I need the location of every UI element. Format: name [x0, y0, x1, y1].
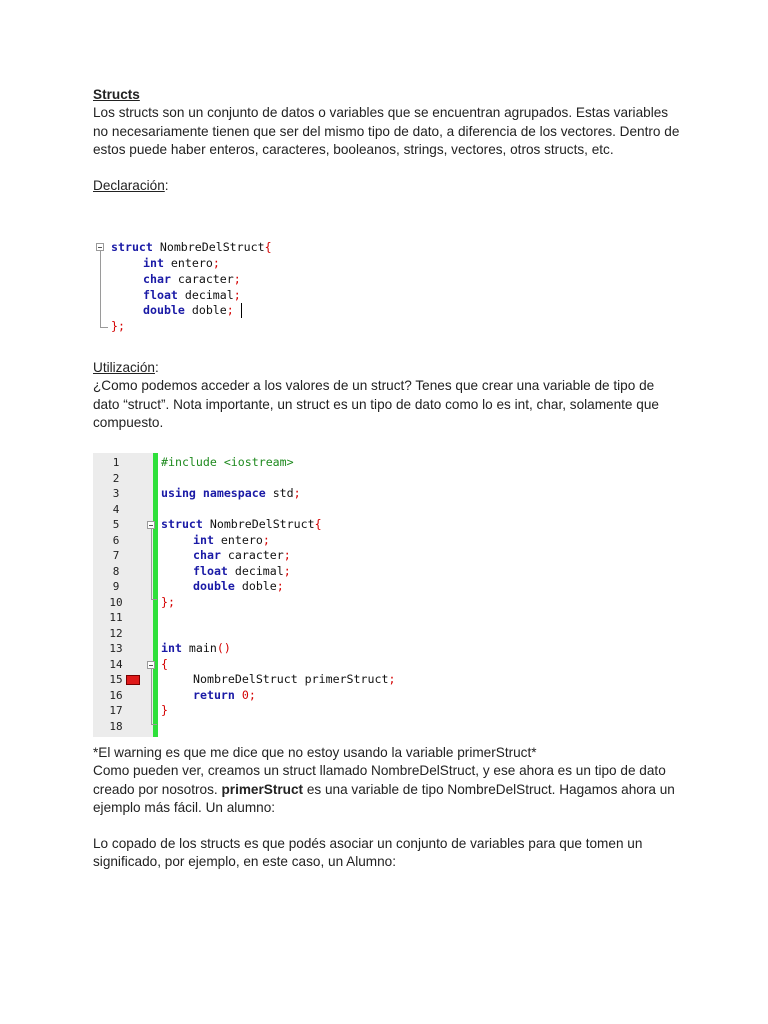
- code-line: #include <iostream>: [161, 455, 294, 469]
- line-number: 15: [109, 673, 123, 686]
- document-body: [93, 86, 683, 195]
- code-line: double doble;: [193, 579, 284, 593]
- code-line: int entero;: [143, 256, 220, 270]
- code-line: int main(): [161, 641, 231, 655]
- line-number: 10: [109, 596, 123, 609]
- line-number: 1: [112, 456, 120, 469]
- line-number: 16: [109, 689, 123, 702]
- code-line: char caracter;: [143, 272, 241, 286]
- code-line: int entero;: [193, 533, 270, 547]
- code-line: }: [161, 703, 168, 717]
- utilizacion-section: [93, 359, 683, 433]
- code-line: float decimal;: [193, 564, 291, 578]
- change-bar: [153, 453, 158, 737]
- line-number: 9: [112, 580, 120, 593]
- explanation-paragraph: Como pueden ver, creamos un struct llamado NombreDelStruct, y ese ahora es un tipo de dato creado por nosotros. primerStruct es una variable de tipo NombreDelStruct. Hagamos ahora un ejemplo más fácil. Un alumno:: [93, 763, 675, 816]
- line-number: 14: [109, 658, 123, 671]
- closing-paragraph: Lo copado de los structs es que podés asociar un conjunto de variables para que tomen un significado, por ejemplo, en este caso, un Alumno:: [93, 835, 643, 870]
- code-line: };: [111, 319, 125, 333]
- line-number: 12: [109, 627, 123, 640]
- code-snippet-declaration: [93, 238, 293, 336]
- code-snippet-usage: [93, 453, 523, 737]
- intro-paragraph: Los structs son un conjunto de datos o variables que se encuentran agrupados. Estas variables no necesariamente tienen que ser del mismo tipo de dato, a diferencia de los vectores. Dentro de estos puede haber enteros, caracteres, booleanos, strings, vectores, otros structs, etc.: [93, 105, 680, 158]
- utilizacion-paragraph: ¿Como podemos acceder a los valores de un struct? Tenes que crear una variable de tipo de dato “struct”. Nota importante, un struct es un tipo de dato como lo es int, char, solamente que compuesto.: [93, 378, 659, 431]
- fold-toggle-icon[interactable]: [147, 661, 155, 669]
- utilizacion-heading: Utilización:: [93, 360, 159, 375]
- line-number: 2: [112, 472, 120, 485]
- code-line: {: [161, 657, 168, 671]
- code-line: using namespace std;: [161, 486, 301, 500]
- line-number: 5: [112, 518, 120, 531]
- text-caret: [241, 303, 242, 318]
- declaracion-heading: Declaración:: [93, 177, 169, 193]
- explanation-section: [93, 744, 693, 871]
- code-line: float decimal;: [143, 288, 241, 302]
- code-line: NombreDelStruct primerStruct;: [193, 672, 396, 686]
- section-title: Structs: [93, 87, 140, 102]
- code-line: };: [161, 595, 175, 609]
- code-line: char caracter;: [193, 548, 291, 562]
- code-line: return 0;: [193, 688, 256, 702]
- code-line: double doble;: [143, 303, 234, 317]
- code-line: struct NombreDelStruct{: [111, 240, 272, 254]
- line-number: 7: [112, 549, 120, 562]
- line-number: 17: [109, 704, 123, 717]
- line-number: 11: [109, 611, 123, 624]
- line-number: 18: [109, 720, 123, 733]
- code-line: struct NombreDelStruct{: [161, 517, 322, 531]
- line-number: 8: [112, 565, 120, 578]
- line-number: 6: [112, 534, 120, 547]
- line-number: 4: [112, 503, 120, 516]
- line-number: 13: [109, 642, 123, 655]
- warning-note: *El warning es que me dice que no estoy usando la variable primerStruct*: [93, 745, 537, 760]
- breakpoint-marker[interactable]: [126, 675, 140, 685]
- fold-toggle-icon[interactable]: [96, 243, 104, 251]
- line-number: 3: [112, 487, 120, 500]
- fold-toggle-icon[interactable]: [147, 521, 155, 529]
